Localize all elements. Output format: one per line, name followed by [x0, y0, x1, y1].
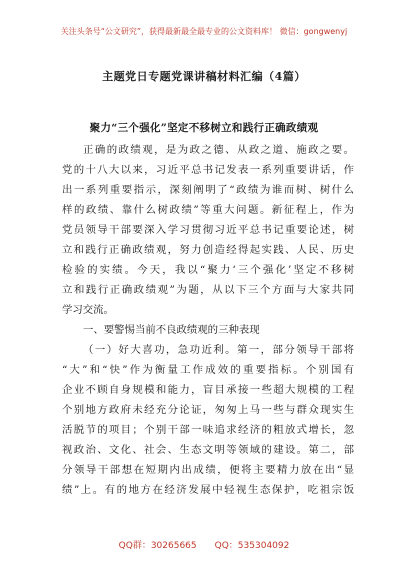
body-line: 样的政绩、靠什么树政绩”等重大问题。新征程上，作为	[62, 204, 354, 216]
body-line: 检验的实绩。今天，我以“聚力‘三个强化’坚定不移树	[62, 264, 354, 276]
section-title: 聚力“三个强化”坚定不移树立和践行正确政绩观	[89, 122, 319, 134]
subsection-heading: 一、要警惕当前不良政绩观的三种表现	[83, 324, 260, 336]
footer-qq-group: QQ群：30265665	[118, 541, 197, 551]
body-line: 分领导干部想在短期内出成绩，便将主要精力放在出“显	[62, 464, 354, 476]
document-title: 主题党日专题党课讲稿材料汇编（4篇）	[102, 70, 306, 83]
body-line: 个别地方政府未经充分论证，匆匆上马一些与群众现实生	[62, 404, 354, 416]
body-line: 立和践行正确政绩观”为题，从以下三个方面与大家共同	[62, 284, 354, 296]
body-line: 党员领导干部要深入学习贯彻习近平总书记重要论述，树	[62, 224, 354, 236]
body-line: 活脱节的项目；个别干部一味追求经济的粗放式增长，忽	[62, 424, 354, 436]
body-line: 学习交流。	[62, 304, 114, 316]
body-line: 企业不顾自身规模和能力，盲目承接一些超大规模的工程	[62, 384, 354, 396]
body-line: 党的十八大以来，习近平总书记发表一系列重要讲话，作	[62, 164, 354, 176]
body-line: 立和践行正确政绩观，努力创造经得起实践、人民、历史	[62, 244, 354, 256]
body-line: 绩”上。有的地方在经济发展中轻视生态保护，吃祖宗饭	[62, 484, 354, 496]
footer-contact	[0, 538, 408, 551]
body-line: 出一系列重要指示，深刻阐明了“政绩为谁而树、树什么	[62, 184, 354, 196]
header-promo-note: 关注头条号“公文研究”，获得最新最全最专业的公文资料库！ 微信：gongwenyj	[60, 27, 348, 36]
document-body	[62, 140, 354, 500]
body-line: “大”和“快”作为衡量工作成效的重要指标。个别国有	[62, 364, 354, 376]
body-line: 视政治、文化、社会、生态文明等领域的建设。第二，部	[62, 444, 354, 456]
body-line: 正确的政绩观，是为政之德、从政之道、施政之要。	[83, 144, 354, 156]
footer-qq-number: QQ：535304092	[214, 541, 290, 551]
body-line: （一）好大喜功，急功近利。第一，部分领导干部将	[83, 344, 354, 356]
